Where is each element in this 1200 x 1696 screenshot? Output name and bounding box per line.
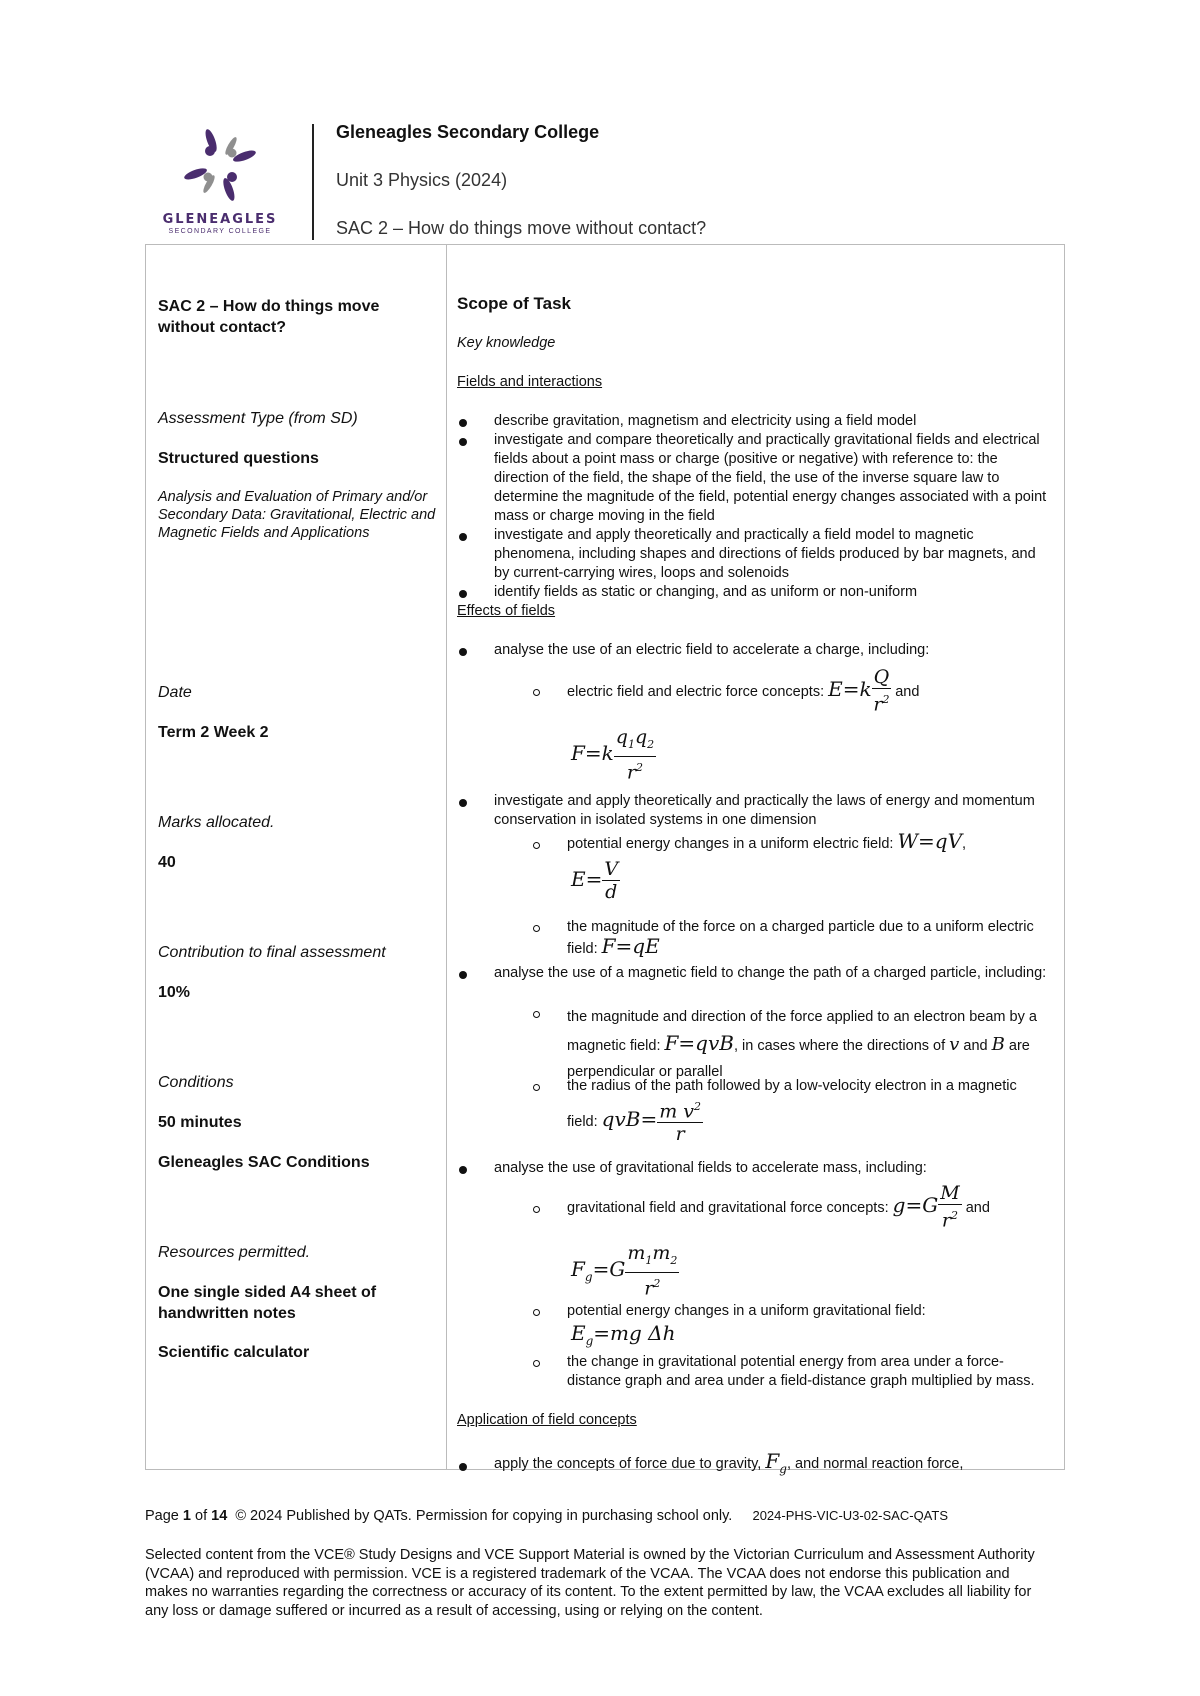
bullet-icon bbox=[459, 419, 467, 427]
sub-bullet-icon bbox=[533, 1011, 540, 1018]
kk-sub-3: the magnitude of the force on a charged particle due to a uniform electric field: F=qE bbox=[567, 919, 1034, 958]
sac-title: SAC 2 – How do things move without contact? bbox=[336, 218, 707, 238]
formula-radius-qvb: qvB= $\frac{m v^2}{r}$ bbox=[602, 1107, 703, 1131]
section-application: Application of field concepts bbox=[457, 1412, 637, 1428]
contribution-value: 10% bbox=[158, 984, 191, 1001]
school-name: Gleneagles Secondary College bbox=[336, 122, 600, 142]
sub-bullet-icon bbox=[533, 925, 540, 932]
kk-item-6: investigate and apply theoretically and practically the laws of energy and momentum conservation in isolated systems in one dimension bbox=[494, 793, 1035, 828]
left-sac-title: SAC 2 – How do things move without contact? bbox=[158, 298, 380, 336]
sub-bullet-icon bbox=[533, 1206, 540, 1213]
formula-force-qe: F=qE bbox=[601, 934, 660, 958]
logo-wordmark: GLENEAGLES bbox=[162, 212, 278, 227]
formula-work-qv: W=qV bbox=[897, 829, 963, 853]
copyright: © 2024 Published by QATs. Permission for copying in purchasing school only. bbox=[235, 1508, 733, 1524]
kk-item-3: investigate and apply theoretically and practically a field model to magnetic phenomena, including shapes and directions of fields produced by bar magnets, and by current-carrying wires, loops and solenoids bbox=[494, 527, 1036, 581]
header-divider bbox=[312, 124, 314, 240]
formula-fg: $F_g$ bbox=[765, 1449, 787, 1476]
bullet-icon bbox=[459, 971, 467, 979]
sac-conditions-value: Gleneagles SAC Conditions bbox=[158, 1154, 370, 1171]
school-logo bbox=[150, 120, 290, 240]
page-number: 1 bbox=[182, 1508, 191, 1524]
symbol-b: B bbox=[991, 1034, 1005, 1055]
formula-field-vd: E= $\frac{V}{d}$ bbox=[571, 858, 619, 903]
scope-heading: Scope of Task bbox=[457, 294, 571, 313]
sub-bullet-icon bbox=[533, 842, 540, 849]
symbol-v: v bbox=[949, 1034, 960, 1055]
marks-value: 40 bbox=[158, 854, 176, 871]
bullet-icon bbox=[459, 533, 467, 541]
kk-item-5: analyse the use of an electric field to accelerate a charge, including: bbox=[494, 642, 930, 658]
bullet-icon bbox=[459, 1463, 467, 1471]
unit-title: Unit 3 Physics (2024) bbox=[336, 170, 508, 190]
sub-bullet-icon bbox=[533, 1084, 540, 1091]
section-fields-interactions: Fields and interactions bbox=[457, 374, 603, 390]
page-footer: Page 1 of 14 © 2024 Published by QATs. Permission for copying in purchasing school only. 2024-PHS-VIC-U3-02-SAC-QATS bbox=[145, 1508, 949, 1524]
assessment-type: Structured questions bbox=[158, 450, 319, 467]
kk-sub-4: the magnitude and direction of the force applied to an electron beam by a magnetic field: F=qvB, in cases where the directions of v and B are perpendicular or parallel bbox=[567, 1009, 1037, 1080]
kk-item-9: apply the concepts of force due to gravity, $F_g$, and normal reaction force, bbox=[494, 1449, 964, 1476]
formula-force-qvb: F=qvB bbox=[664, 1031, 734, 1055]
date-value: Term 2 Week 2 bbox=[158, 724, 269, 741]
logo-emblem-icon bbox=[150, 120, 290, 210]
bullet-icon bbox=[459, 1166, 467, 1174]
formula-grav-field: g=G $\frac{M}{r^2}$ bbox=[892, 1181, 960, 1232]
logo-subtitle: SECONDARY COLLEGE bbox=[168, 228, 272, 235]
assessment-description: Analysis and Evaluation of Primary and/or Secondary Data: Gravitational, Electric and Magnetic Fields and Applications bbox=[158, 489, 436, 541]
bullet-icon bbox=[459, 438, 467, 446]
formula-electric-field: E=k $\frac{Q}{r^2}$ bbox=[828, 665, 890, 716]
kk-item-7: analyse the use of a magnetic field to change the path of a charged particle, including: bbox=[494, 965, 1047, 981]
contribution-label: Contribution to final assessment bbox=[158, 944, 386, 961]
duration-value: 50 minutes bbox=[158, 1114, 242, 1131]
marks-label: Marks allocated. bbox=[158, 814, 275, 831]
sub-bullet-icon bbox=[533, 689, 540, 696]
resource-notes: One single sided A4 sheet of handwritten notes bbox=[158, 1284, 377, 1322]
assessment-type-label: Assessment Type (from SD) bbox=[158, 410, 358, 427]
kk-item-8: analyse the use of gravitational fields to accelerate mass, including: bbox=[494, 1160, 927, 1176]
kk-sub-8: the change in gravitational potential energy from area under a force-distance graph and area under a field-distance graph multiplied by mass. bbox=[567, 1354, 1035, 1389]
key-knowledge-label: Key knowledge bbox=[457, 335, 556, 351]
formula-grav-force: $F_g=G$ $\frac{m_1m_2}{r^2}$ bbox=[571, 1242, 678, 1300]
sub-bullet-icon bbox=[533, 1309, 540, 1316]
sub-bullet-icon bbox=[533, 1360, 540, 1367]
kk-item-1: describe gravitation, magnetism and electricity using a field model bbox=[494, 413, 917, 429]
resources-label: Resources permitted. bbox=[158, 1244, 311, 1261]
kk-sub-6: gravitational field and gravitational force concepts: g=G $\frac{M}{r^2}$ and bbox=[567, 1181, 990, 1232]
kk-item-4: identify fields as static or changing, and as uniform or non-uniform bbox=[494, 584, 918, 600]
page-total: 14 bbox=[211, 1508, 228, 1524]
resource-calculator: Scientific calculator bbox=[158, 1344, 310, 1361]
kk-item-2: investigate and compare theoretically and practically gravitational fields and electrical fields about a point mass or charge (positive or negative) with reference to: the direction of the field, the shape of the field, the use of the inverse square law to determine the magnitude of the field, potential energy changes associated with a point mass or charge moving in the field bbox=[494, 432, 1047, 524]
kk-sub-2: potential energy changes in a uniform electric field: W=qV, bbox=[567, 829, 967, 853]
table-column-divider bbox=[446, 244, 447, 1470]
document-code: 2024-PHS-VIC-U3-02-SAC-QATS bbox=[752, 1508, 949, 1523]
bullet-icon bbox=[459, 590, 467, 598]
vcaa-disclaimer: Selected content from the VCE® Study Designs and VCE Support Material is owned by the Victorian Curriculum and Assessment Authority (VCAA) and reproduced with permission. VCE is a registered trademark of the VCAA. The VCAA does not endorse this publication and makes no warranties regarding the correctness or accuracy of its content. To the extent permitted by law, the VCAA excludes all liability for any loss or damage suffered or incurred as a result of accessing, using or relying on the content. bbox=[145, 1547, 1035, 1619]
kk-sub-5: the radius of the path followed by a low-velocity electron in a magnetic field: qvB= $\frac{m v^2}{r}$ bbox=[567, 1078, 1017, 1146]
conditions-label: Conditions bbox=[158, 1074, 234, 1091]
date-label: Date bbox=[158, 684, 192, 701]
bullet-icon bbox=[459, 799, 467, 807]
formula-coulomb-force: F=k $\frac{q_1q_2}{r^2}$ bbox=[571, 726, 655, 784]
bullet-icon bbox=[459, 648, 467, 656]
section-effects-of-fields: Effects of fields bbox=[457, 603, 556, 619]
formula-grav-pe: $E_g=mg$ Δh bbox=[571, 1321, 676, 1348]
kk-sub-1: electric field and electric force concepts: E=k $\frac{Q}{r^2}$ and bbox=[567, 665, 920, 716]
kk-sub-7: potential energy changes in a uniform gravitational field: bbox=[567, 1303, 926, 1319]
